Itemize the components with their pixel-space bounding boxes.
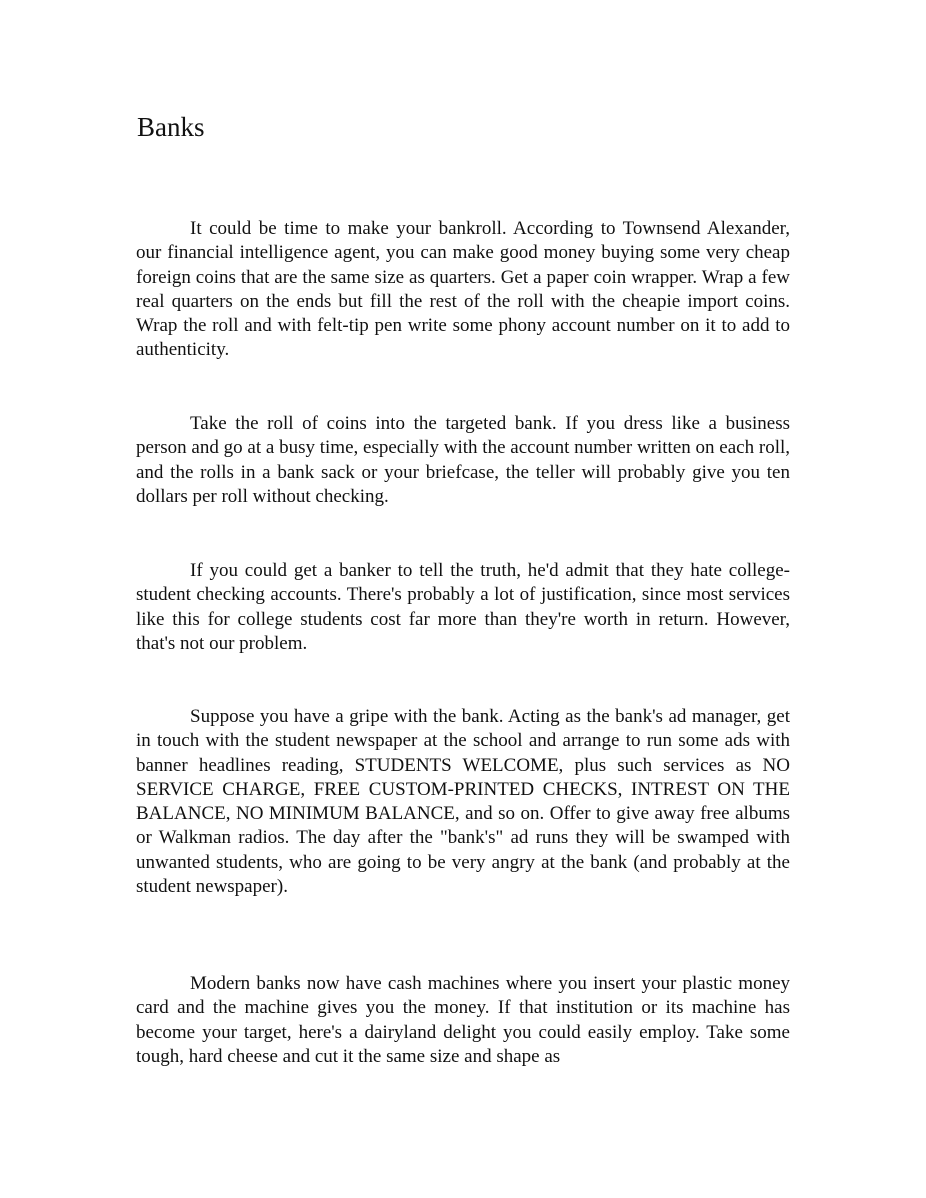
paragraph: Suppose you have a gripe with the bank. Acting as the bank's ad manager, get in touch with the student newspaper at the school and arrange to run some ads with banner headlines reading, STUDENTS WELCOME, plus such services as NO SERVICE CHARGE, FREE CUSTOM-PRINTED CHECKS, INTREST ON THE BALANCE, NO MINIMUM BALANCE, and so on. Offer to give away free albums or Walkman radios. The day after the "bank's" ad runs they will be swamped with unwanted students, who are going to be very angry at the bank (and probably at the student newspaper).: [136, 706, 790, 898]
paragraph: Take the roll of coins into the targeted bank. If you dress like a business person and go at a busy time, especially with the account number written on each roll, and the rolls in a bank sack or your briefcase, the teller will probably give you ten dollars per roll without checking.: [136, 413, 790, 507]
paragraph: Modern banks now have cash machines where you insert your plastic money card and the machine gives you the money. If that institution or its machine has become your target, here's a dairyland delight you could easily employ. Take some tough, hard cheese and cut it the same size and shape as: [136, 973, 790, 1067]
paragraph: It could be time to make your bankroll. According to Townsend Alexander, our financial intelligence agent, you can make good money buying some very cheap foreign coins that are the same size as quarters. Get a paper coin wrapper. Wrap a few real quarters on the ends but fill the rest of the roll with the cheapie import coins. Wrap the roll and with felt-tip pen write some phony account number on it to add to authenticity.: [136, 218, 790, 361]
page-title: Banks: [137, 112, 205, 142]
paragraph: If you could get a banker to tell the truth, he'd admit that they hate college-student checking accounts. There's probably a lot of justification, since most services like this for college students cost far more than they're worth in return. However, that's not our problem.: [136, 560, 790, 654]
